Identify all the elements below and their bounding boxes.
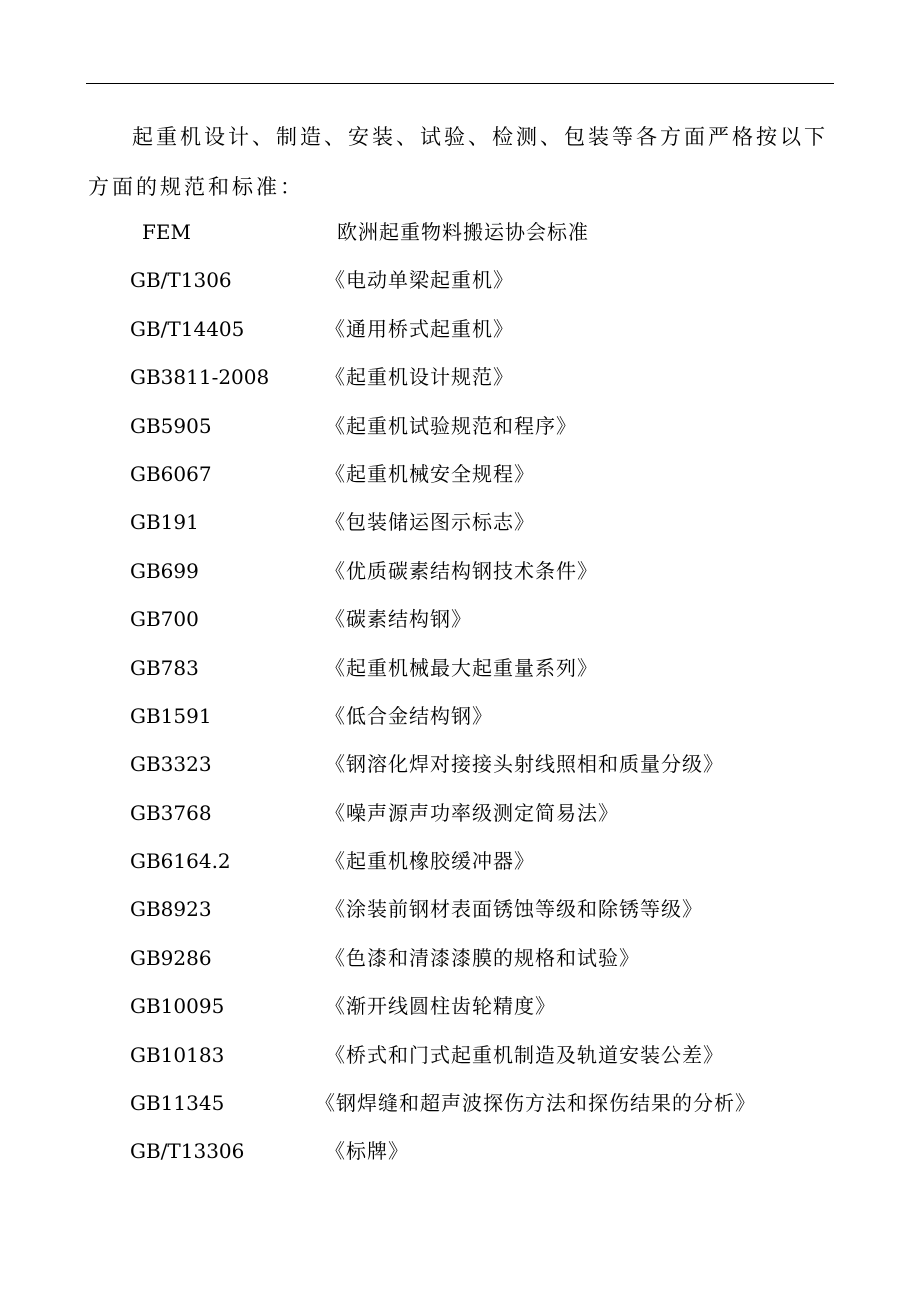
standard-title: 《钢溶化焊对接接头射线照相和质量分级》	[325, 752, 724, 777]
standard-title: 《起重机设计规范》	[325, 365, 514, 390]
standard-row	[0, 595, 920, 643]
standard-code: GB700	[130, 607, 199, 632]
standard-title: 《碳素结构钢》	[325, 607, 472, 632]
standard-code: GB6067	[130, 461, 212, 486]
standard-code: GB10183	[130, 1042, 225, 1067]
standard-title: 《桥式和门式起重机制造及轨道安装公差》	[325, 1042, 724, 1067]
standard-code: GB8923	[130, 897, 212, 922]
standard-row	[0, 934, 920, 982]
standard-title: 《包装储运图示标志》	[325, 510, 535, 535]
standard-code: GB6164.2	[130, 849, 231, 874]
standard-code: GB/T13306	[130, 1139, 245, 1164]
standard-title: 《电动单梁起重机》	[325, 268, 514, 293]
standard-row	[0, 305, 920, 353]
standard-code: GB699	[130, 558, 199, 583]
standard-title: 《噪声源声功率级测定简易法》	[325, 800, 619, 825]
header-rule	[86, 83, 834, 84]
standard-code: FEM	[142, 220, 191, 244]
standard-title: 《低合金结构钢》	[325, 703, 493, 728]
standard-title: 欧洲起重物料搬运协会标准	[337, 220, 589, 244]
standard-code: GB5905	[130, 413, 212, 438]
standard-row	[0, 450, 920, 498]
standard-row	[0, 644, 920, 692]
standard-title: 《标牌》	[325, 1139, 409, 1164]
standard-row	[0, 789, 920, 837]
intro-paragraph: 起重机设计、制造、安装、试验、检测、包装等各方面严格按以下方面的规范和标准：	[88, 125, 828, 199]
standard-title: 《起重机械安全规程》	[325, 461, 535, 486]
standard-row	[0, 692, 920, 740]
standard-title: 《渐开线圆柱齿轮精度》	[325, 994, 556, 1019]
standard-row	[0, 1031, 920, 1079]
standard-title: 《通用桥式起重机》	[325, 316, 514, 341]
standard-title: 《涂装前钢材表面锈蚀等级和除锈等级》	[325, 897, 703, 922]
standard-row	[0, 402, 920, 450]
standard-code: GB3323	[130, 752, 212, 777]
standard-title: 《起重机械最大起重量系列》	[325, 655, 598, 680]
standard-row	[0, 837, 920, 885]
standard-row	[0, 740, 920, 788]
standard-title: 《钢焊缝和超声波探伤方法和探伤结果的分析》	[315, 1091, 756, 1116]
standard-row	[0, 498, 920, 546]
standard-code: GB/T14405	[130, 316, 245, 341]
standard-title: 《色漆和清漆漆膜的规格和试验》	[325, 945, 640, 970]
standard-code: GB10095	[130, 994, 225, 1019]
standard-code: GB3768	[130, 800, 212, 825]
standard-row	[0, 208, 920, 256]
standard-title: 《优质碳素结构钢技术条件》	[325, 558, 598, 583]
standard-title: 《起重机试验规范和程序》	[325, 413, 577, 438]
standard-code: GB/T1306	[130, 268, 232, 293]
standards-list	[0, 208, 920, 1176]
standard-row	[0, 885, 920, 933]
standard-code: GB191	[130, 510, 199, 535]
standard-code: GB11345	[130, 1091, 225, 1116]
standard-code: GB9286	[130, 945, 212, 970]
standard-row	[0, 982, 920, 1030]
standard-code: GB783	[130, 655, 199, 680]
standard-code: GB1591	[130, 703, 212, 728]
standard-code: GB3811-2008	[130, 365, 270, 390]
standard-row	[0, 547, 920, 595]
standard-row	[0, 1079, 920, 1127]
standard-row	[0, 256, 920, 304]
standard-row	[0, 353, 920, 401]
standard-row	[0, 1127, 920, 1175]
standard-title: 《起重机橡胶缓冲器》	[325, 849, 535, 874]
